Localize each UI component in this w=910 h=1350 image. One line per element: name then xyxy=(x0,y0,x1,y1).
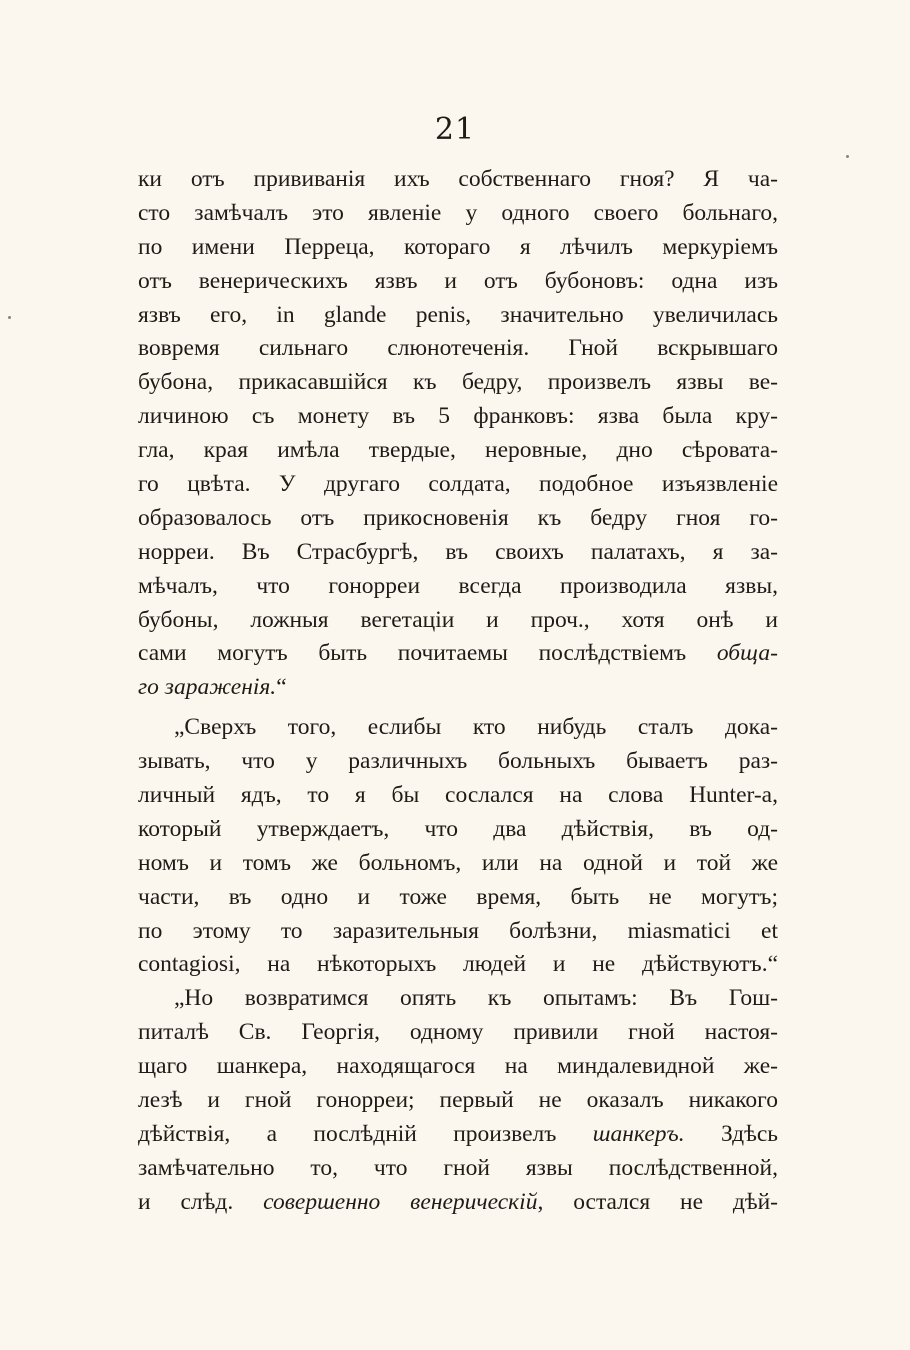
text-line: сами могутъ быть почитаемы послѣдствіемъ обща- xyxy=(138,640,778,667)
text-line: который утверждаетъ, что два дѣйствія, въ од- xyxy=(138,815,778,842)
text-line: части, въ одно и тоже время, быть не могутъ; xyxy=(138,883,778,910)
text-line: норреи. Въ Страсбургѣ, въ своихъ палатахъ, я за- xyxy=(138,538,778,565)
text-line: отъ венерическихъ язвъ и отъ бубоновъ: одна изъ xyxy=(138,267,778,294)
text-line: зывать, что у различныхъ больныхъ бываетъ раз- xyxy=(138,748,778,775)
text-line: бубоны, ложныя вегетаціи и проч., хотя онѣ и xyxy=(138,606,778,633)
italic-phrase: шанкеръ. xyxy=(592,1120,685,1147)
page-number: 21 xyxy=(434,112,476,147)
italic-phrase: го зараженія. xyxy=(138,674,277,701)
text-line: замѣчательно то, что гной язвы послѣдственной, xyxy=(138,1154,778,1181)
text-line: „Сверхъ того, еслибы кто нибудь сталъ дока- xyxy=(174,714,778,741)
text-line: лезѣ и гной гонорреи; первый не оказалъ никакого xyxy=(138,1087,778,1114)
text-line: язвъ его, in glande penis, значительно увеличилась xyxy=(138,301,778,328)
text-line: вовремя сильнаго слюнотеченія. Гной вскрывшаго xyxy=(138,335,778,362)
text-line: мѣчалъ, что гонорреи всегда производила язвы, xyxy=(138,572,778,599)
text-line: номъ и томъ же больномъ, или на одной и той же xyxy=(138,849,778,876)
paper-speck xyxy=(846,155,849,158)
text-line: го цвѣта. У другаго солдата, подобное изъязвленіе xyxy=(138,471,778,498)
text-line: образовалось отъ прикосновенія къ бедру гноя го- xyxy=(138,504,778,531)
text-line: ки отъ прививанія ихъ собственнаго гноя? Я ча- xyxy=(138,166,778,192)
text-line: contagiosi, на нѣкоторыхъ людей и не дѣйствуютъ.“ xyxy=(138,951,778,978)
text-line: личный ядъ, то я бы сослался на слова Hunter-a, xyxy=(138,782,778,809)
text-line: личиною съ монету въ 5 франковъ: язва была кру- xyxy=(138,403,778,430)
body-text xyxy=(138,163,778,1220)
text-line: го зараженія.“ xyxy=(138,674,287,701)
text-line: по имени Перреца, котораго я лѣчилъ меркуріемъ xyxy=(138,233,778,260)
text-line: бубона, прикасавшійся къ бедру, произвелъ язвы ве- xyxy=(138,369,778,396)
text-line: и слѣд. совершенно венерическій, остался не дѣй- xyxy=(138,1188,779,1215)
italic-phrase: обща- xyxy=(716,640,778,667)
paper-speck xyxy=(8,316,11,319)
text-line: гла, края имѣла твердые, неровные, дно сѣровата- xyxy=(138,437,778,464)
text-line: сто замѣчалъ это явленіе у одного своего больнаго, xyxy=(138,199,778,226)
text-line: „Но возвратимся опять къ опытамъ: Въ Гош- xyxy=(174,985,778,1012)
text-line: питалѣ Св. Георгія, одному привили гной настоя- xyxy=(138,1019,778,1046)
text-line: по этому то заразительныя болѣзни, miasmatici et xyxy=(138,917,778,944)
text-line: щаго шанкера, находящагося на миндалевидной же- xyxy=(138,1053,778,1080)
italic-phrase: совершенно венерическій xyxy=(263,1188,538,1215)
text-line: дѣйствія, а послѣдній произвелъ шанкеръ. Здѣсь xyxy=(138,1120,778,1147)
